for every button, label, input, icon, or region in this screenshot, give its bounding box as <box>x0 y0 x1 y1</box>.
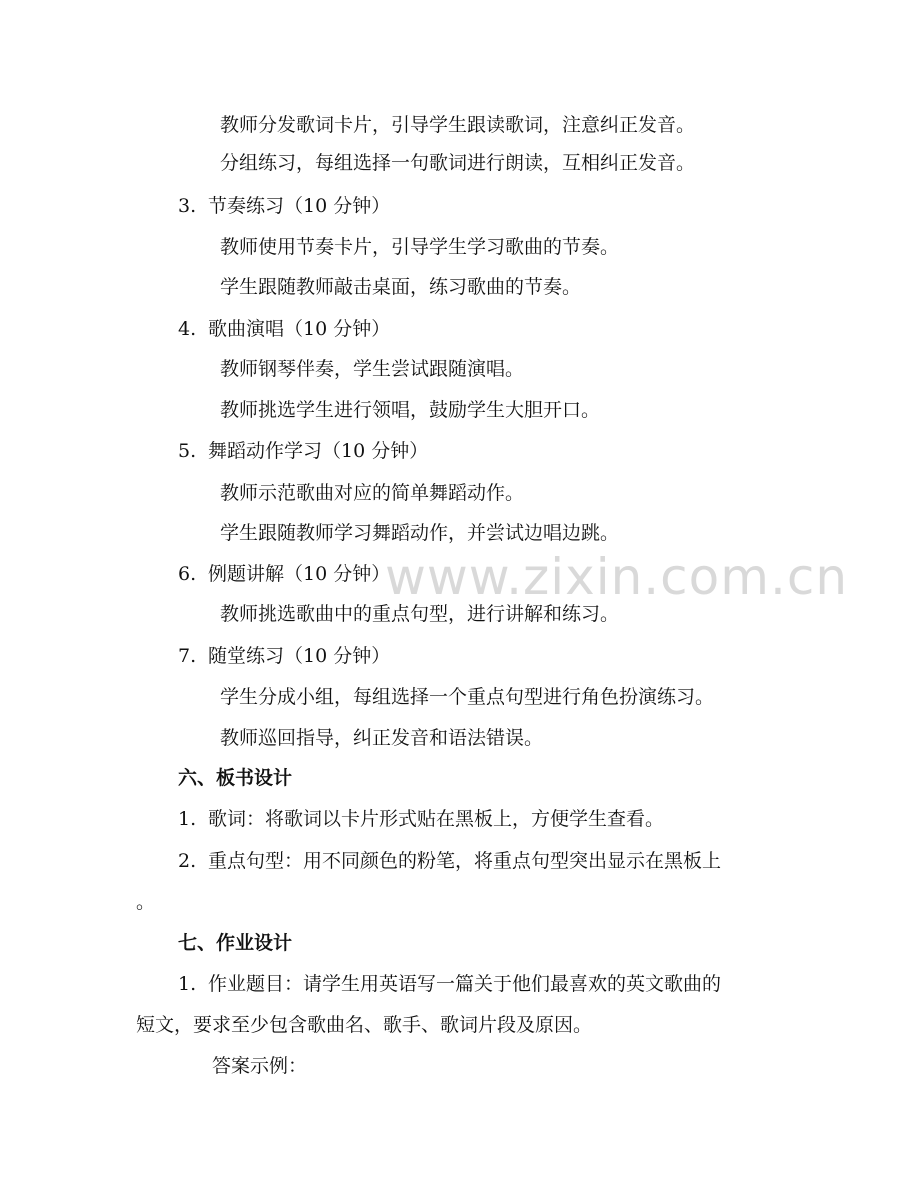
paragraph: 教师示范歌曲对应的简单舞蹈动作。 <box>220 482 525 504</box>
list-number: 2. <box>178 850 197 872</box>
watermark: www.zixin.com.cn <box>385 548 849 606</box>
section-heading: 七、作业设计 <box>178 932 293 954</box>
list-number: 5. <box>178 440 197 462</box>
paragraph: 教师分发歌词卡片，引导学生跟读歌词，注意纠正发音。 <box>220 114 696 136</box>
list-item <box>178 316 390 342</box>
paragraph: 教师使用节奏卡片，引导学生学习歌曲的节奏。 <box>220 236 620 258</box>
list-number: 6. <box>178 563 197 585</box>
answer-label: 答案示例： <box>212 1055 308 1077</box>
list-item-title: 歌曲演唱（10 分钟） <box>208 318 391 340</box>
list-item <box>178 848 721 874</box>
list-item-title: 节奏练习（10 分钟） <box>208 195 391 217</box>
list-item <box>178 971 721 997</box>
list-item <box>178 193 390 219</box>
paragraph-continuation: 。 <box>136 891 156 913</box>
list-item-text: 歌词：将歌词以卡片形式贴在黑板上，方便学生查看。 <box>208 808 665 830</box>
list-item-title: 舞蹈动作学习（10 分钟） <box>208 440 429 462</box>
list-number: 4. <box>178 318 197 340</box>
list-item-text: 作业题目：请学生用英语写一篇关于他们最喜欢的英文歌曲的 <box>208 973 722 995</box>
list-item <box>178 643 390 669</box>
list-number: 1. <box>178 808 197 830</box>
list-item-text: 重点句型：用不同颜色的粉笔，将重点句型突出显示在黑板上 <box>208 850 722 872</box>
list-item <box>178 561 390 587</box>
list-item-title: 随堂练习（10 分钟） <box>208 645 391 667</box>
paragraph: 分组练习，每组选择一句歌词进行朗读，互相纠正发音。 <box>220 152 696 174</box>
paragraph: 教师钢琴伴奏，学生尝试跟随演唱。 <box>220 358 525 380</box>
list-number: 7. <box>178 645 197 667</box>
section-heading: 六、板书设计 <box>178 767 293 789</box>
list-item-title: 例题讲解（10 分钟） <box>208 563 391 585</box>
paragraph: 教师巡回指导，纠正发音和语法错误。 <box>220 727 544 749</box>
list-number: 3. <box>178 195 197 217</box>
paragraph: 教师挑选歌曲中的重点句型，进行讲解和练习。 <box>220 603 620 625</box>
paragraph: 学生分成小组，每组选择一个重点句型进行角色扮演练习。 <box>220 686 715 708</box>
paragraph: 学生跟随教师学习舞蹈动作，并尝试边唱边跳。 <box>220 522 620 544</box>
list-item <box>178 438 428 464</box>
list-number: 1. <box>178 973 197 995</box>
list-item <box>178 806 664 832</box>
paragraph: 学生跟随教师敲击桌面，练习歌曲的节奏。 <box>220 276 582 298</box>
paragraph: 教师挑选学生进行领唱，鼓励学生大胆开口。 <box>220 399 601 421</box>
paragraph-continuation: 短文，要求至少包含歌曲名、歌手、歌词片段及原因。 <box>136 1014 593 1036</box>
